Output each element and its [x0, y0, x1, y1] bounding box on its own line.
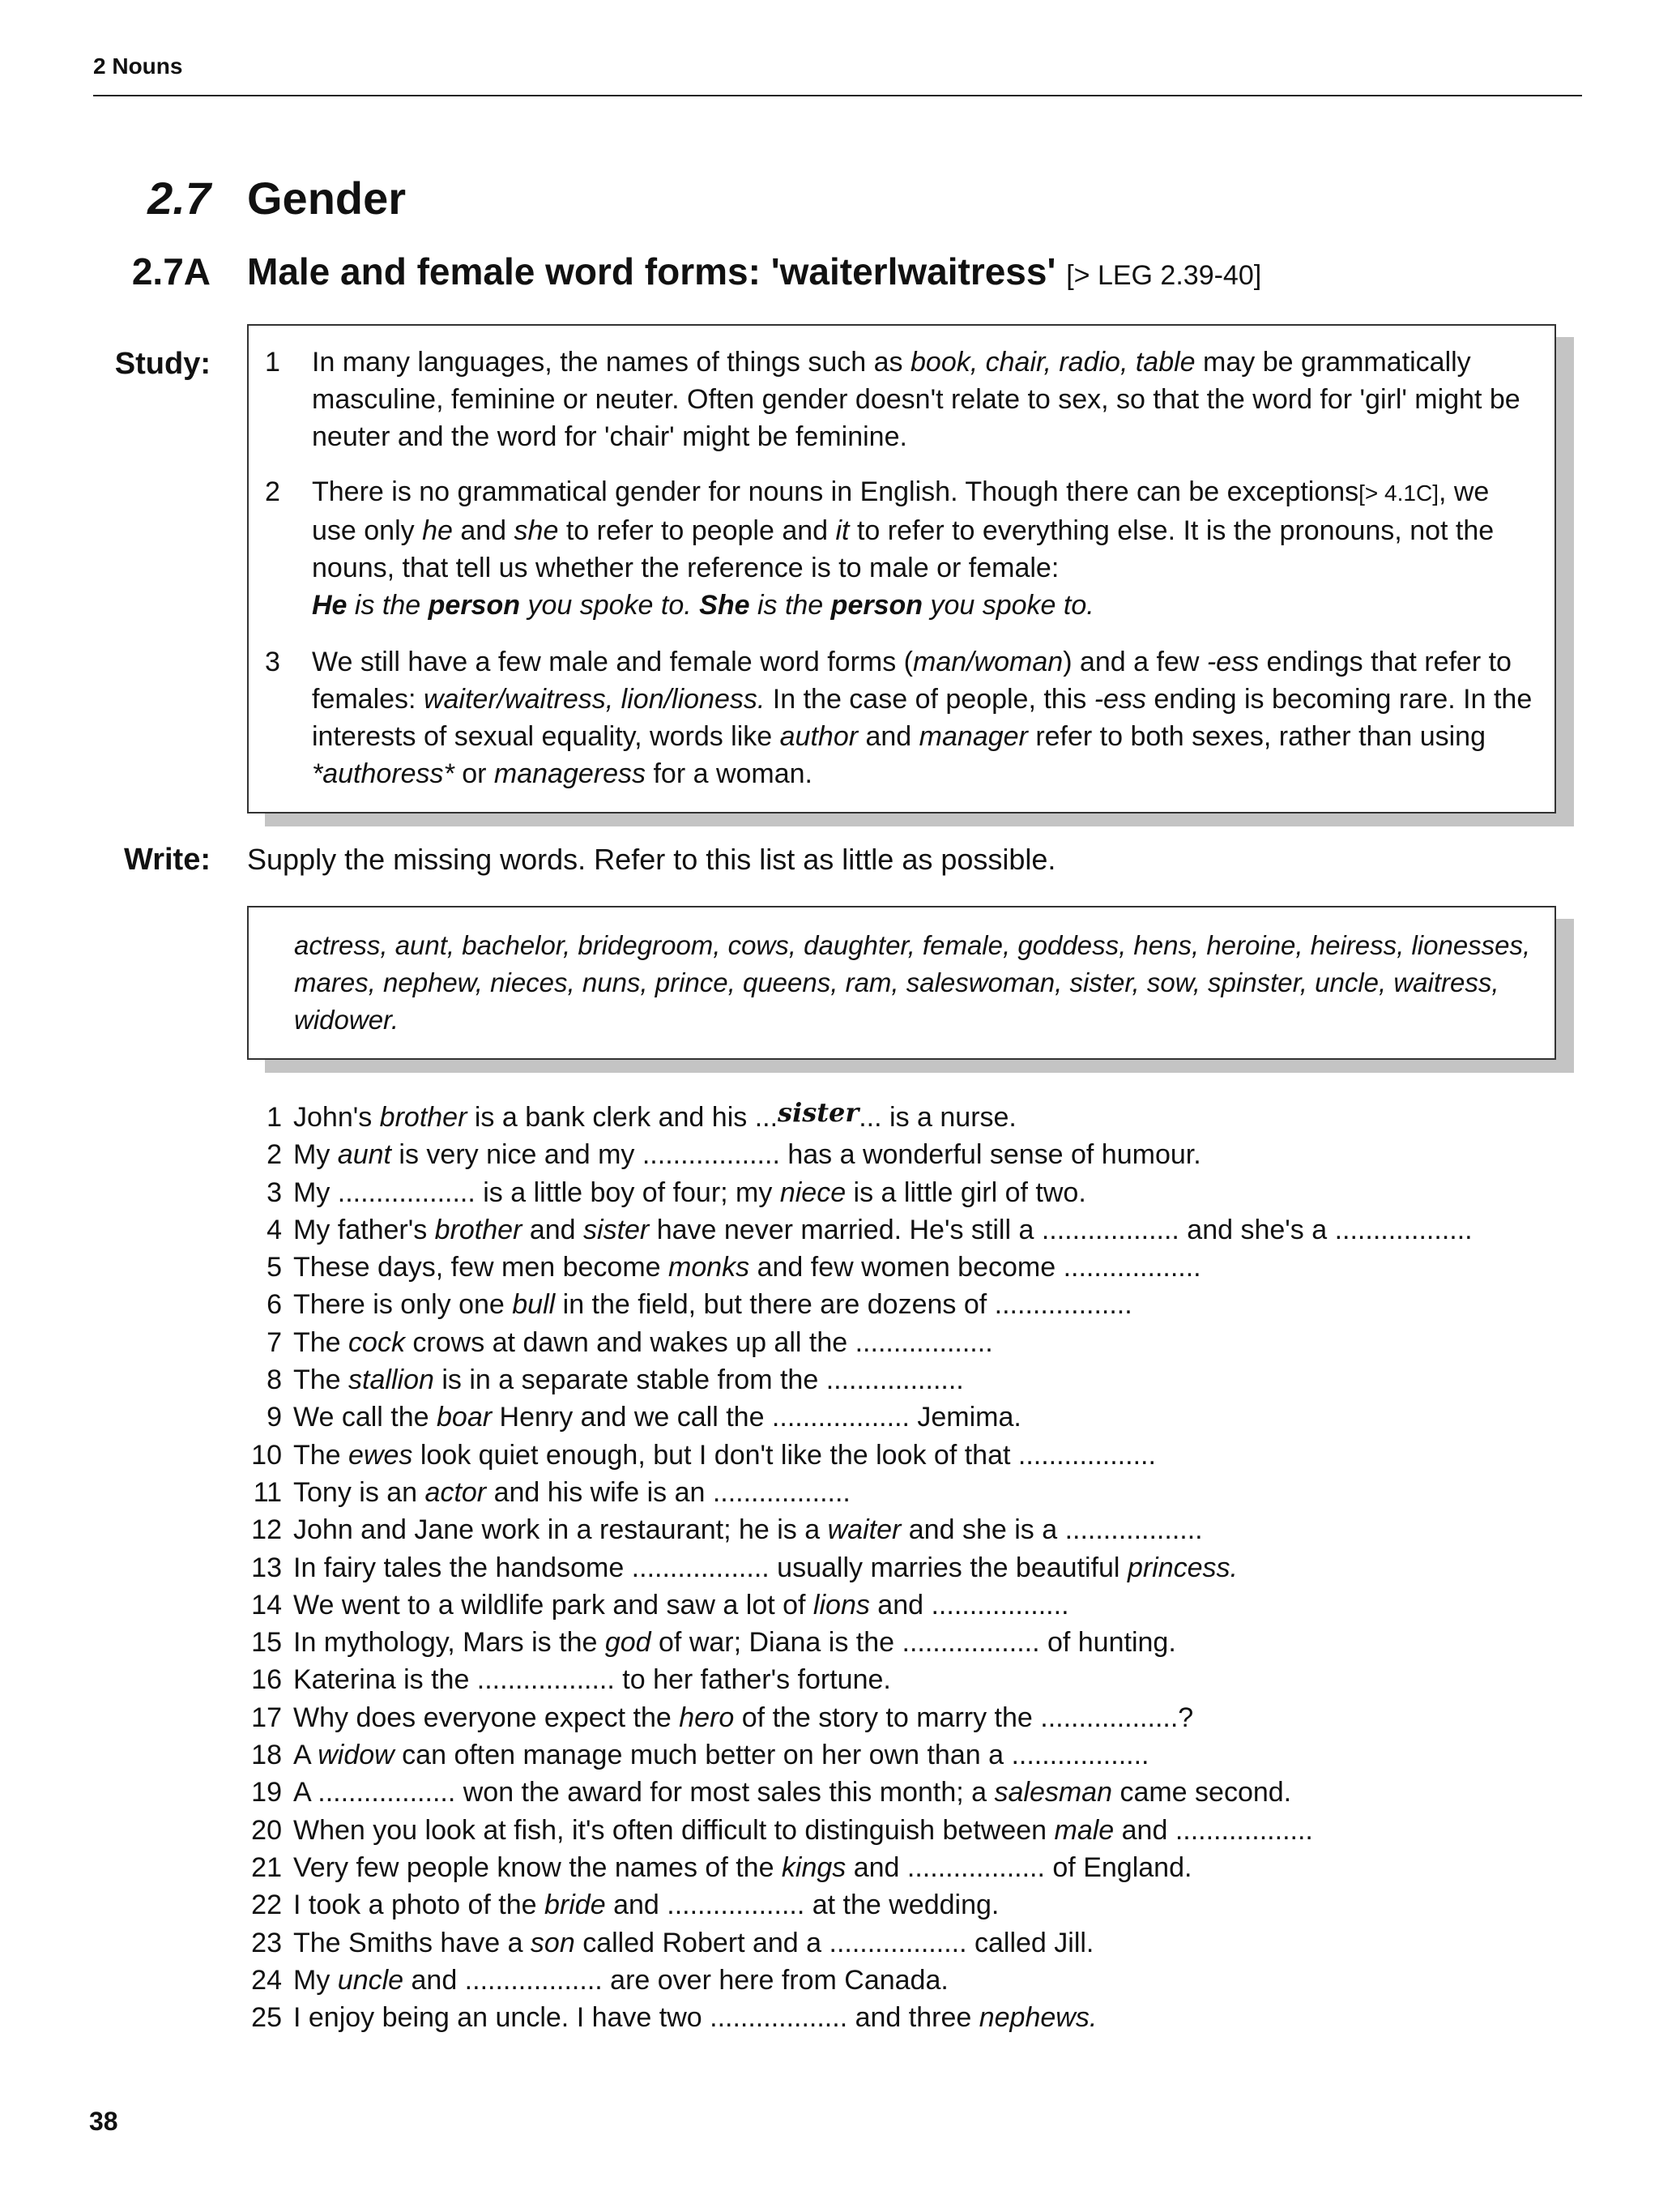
study-item-number: 3: [265, 647, 280, 677]
italic-text: nephews.: [979, 2002, 1098, 2034]
exercise-item: [235, 1437, 1596, 1474]
text-segment: for a woman.: [646, 758, 812, 789]
text-segment: and: [452, 515, 514, 546]
text-segment: and she is a ..................: [901, 1514, 1203, 1546]
italic-text: male: [1054, 1814, 1115, 1846]
italic-text: manageress: [493, 758, 646, 789]
italic-text: cock: [348, 1326, 405, 1358]
text-segment: In many languages, the names of things such as: [312, 347, 911, 378]
exercise-number: 8: [267, 1364, 282, 1396]
text-segment: In the case of people, this: [765, 684, 1094, 715]
text-segment: came second.: [1112, 1777, 1292, 1808]
exercise-number: 1: [267, 1102, 282, 1133]
text-segment: of war; Diana is the .................. of hunting.: [650, 1627, 1176, 1659]
italic-text: you spoke to.: [520, 590, 700, 621]
text-segment: A: [293, 1740, 318, 1771]
text-segment: There is only one: [293, 1289, 513, 1321]
text-segment: ) and a few: [1063, 647, 1207, 677]
text-segment: I took a photo of the: [293, 1890, 545, 1921]
italic-text: author: [779, 721, 859, 752]
text-segment: to refer to people and: [558, 515, 836, 546]
exercise-item: [235, 1324, 1596, 1361]
exercise-sentence: [293, 1136, 1201, 1173]
text-segment: When you look at fish, it's often difficult to distinguish between: [293, 1814, 1055, 1846]
exercise-item: [235, 1399, 1596, 1436]
study-item: [265, 473, 1537, 624]
exercise-number: 24: [251, 1964, 282, 1996]
italic-text: son: [530, 1927, 575, 1958]
text-segment: My .................. is a little boy of four; my: [293, 1176, 780, 1208]
write-label: Write:: [124, 843, 211, 877]
exercise-number: 10: [251, 1439, 282, 1471]
exercise-sentence: [293, 1249, 1201, 1286]
exercise-number: 22: [251, 1890, 282, 1921]
exercise-number: 25: [251, 2002, 282, 2034]
exercise-number: 6: [267, 1289, 282, 1321]
study-item-number: 1: [265, 347, 280, 378]
text-segment: look quiet enough, but I don't like the look of that ..................: [412, 1439, 1156, 1471]
exercise-sentence: [293, 1099, 1017, 1136]
italic-text: you spoke to.: [923, 590, 1094, 621]
exercise-instruction: Supply the missing words. Refer to this list as little as possible.: [247, 843, 1056, 876]
exercise-sentence: [293, 1549, 1238, 1586]
text-segment: John's: [293, 1102, 380, 1133]
italic-text: stallion: [348, 1364, 434, 1396]
text-segment: My father's: [293, 1214, 435, 1245]
exercise-number: 13: [251, 1552, 282, 1583]
study-item: [265, 344, 1537, 455]
cross-reference: [> 4.1C]: [1358, 480, 1439, 506]
text-segment: is a bank clerk and his ...: [467, 1102, 778, 1133]
exercise-sentence: [293, 1399, 1021, 1436]
italic-text: she: [514, 515, 559, 546]
exercise-sentence: [293, 1999, 1097, 2036]
text-segment: The: [293, 1439, 349, 1471]
exercise-item: [235, 1812, 1596, 1849]
exercise-sentence: [293, 1474, 851, 1511]
exercise-item: [235, 1211, 1596, 1249]
exercise-item: [235, 1099, 1596, 1136]
exercise-sentence: [293, 1586, 1069, 1624]
text-segment: of the story to marry the ..................?: [734, 1702, 1194, 1733]
exercise-sentence: [293, 1174, 1086, 1211]
text-segment: Why does everyone expect the: [293, 1702, 680, 1733]
bold-italic-text: She: [699, 590, 750, 621]
exercise-item: [235, 1661, 1596, 1698]
text-segment: ending is becoming rare. In the interests of sexual equality, words like: [312, 684, 1533, 752]
exercise-number: 23: [251, 1927, 282, 1958]
exercise-number: 9: [267, 1402, 282, 1433]
text-segment: There is no grammatical gender for nouns in English. Though there can be exceptions: [312, 476, 1359, 507]
text-segment: to refer to everything else. It is the pronouns, not the nouns, that tell us whether the reference is to male or female:: [312, 515, 1495, 583]
exercise-sentence: [293, 1849, 1192, 1886]
exercise-sentence: [293, 1511, 1203, 1548]
italic-text: manager: [919, 721, 1028, 752]
exercise-sentence: [293, 1736, 1149, 1774]
word-list: actress, aunt, bachelor, bridegroom, cows, daughter, female, goddess, hens, heroine, heiress, lionesses, mares, nephew, nieces, nuns, prince, queens, ram, saleswoman, sister, sow, spinster, uncle, waitress, widower.: [294, 930, 1531, 1035]
bold-italic-text: He: [312, 590, 348, 621]
exercise-sentence: [293, 1962, 949, 1999]
exercise-sentence: [293, 1286, 1132, 1323]
italic-text: sister: [583, 1214, 650, 1245]
exercise-item: [235, 1699, 1596, 1736]
exercise-item: [235, 1361, 1596, 1399]
italic-text: god: [604, 1627, 651, 1659]
text-segment: called Robert and a .................. called Jill.: [574, 1927, 1094, 1958]
italic-text: monks: [668, 1252, 750, 1283]
text-segment: In mythology, Mars is the: [293, 1627, 605, 1659]
exercise-number: 20: [251, 1814, 282, 1846]
text-segment: and few women become ..................: [749, 1252, 1201, 1283]
exercise-item: [235, 1962, 1596, 1999]
exercise-sentence: [293, 1324, 993, 1361]
exercise-sentence: [293, 1437, 1156, 1474]
exercise-item: [235, 1774, 1596, 1811]
text-segment: and ..................: [1114, 1814, 1313, 1846]
exercise-number: 16: [251, 1664, 282, 1696]
italic-text: *authoress*: [312, 758, 454, 789]
exercise-list: [235, 1099, 1596, 2036]
italic-text: is the: [749, 590, 831, 621]
text-segment: Katerina is the .................. to her father's fortune.: [293, 1664, 891, 1696]
running-head: 2 Nouns: [93, 53, 183, 79]
exercise-item: [235, 1511, 1596, 1548]
subsection-heading: [247, 250, 1261, 293]
italic-text: waiter: [827, 1514, 902, 1546]
text-segment: or: [454, 758, 494, 789]
italic-text: brother: [379, 1102, 467, 1133]
header-rule: [93, 95, 1582, 96]
subsection-title: Male and female word forms: 'waiterlwaitress': [247, 250, 1056, 293]
exercise-item: [235, 1736, 1596, 1774]
italic-text: bride: [544, 1890, 606, 1921]
text-segment: We call the: [293, 1402, 437, 1433]
text-segment: is in a separate stable from the ..................: [433, 1364, 964, 1396]
handwritten-answer: sister: [778, 1097, 859, 1128]
study-item-text: [312, 473, 1537, 624]
exercise-item: [235, 1174, 1596, 1211]
italic-text: -ess: [1206, 647, 1260, 677]
text-segment: Henry and we call the .................. Jemima.: [492, 1402, 1021, 1433]
text-segment: is very nice and my .................. has a wonderful sense of humour.: [390, 1139, 1201, 1171]
exercise-number: 12: [251, 1514, 282, 1546]
italic-text: widow: [318, 1740, 394, 1771]
exercise-number: 21: [251, 1851, 282, 1883]
exercise-sentence: [293, 1661, 891, 1698]
exercise-number: 18: [251, 1740, 282, 1771]
exercise-sentence: [293, 1211, 1473, 1249]
text-segment: and .................. at the wedding.: [605, 1890, 1000, 1921]
exercise-sentence: [293, 1886, 999, 1924]
study-item: [265, 643, 1537, 792]
italic-text: he: [422, 515, 453, 546]
italic-text: hero: [679, 1702, 735, 1733]
text-segment: Very few people know the names of the: [293, 1851, 782, 1883]
text-segment: and: [858, 721, 919, 752]
study-box: [247, 324, 1556, 813]
italic-text: book, chair, radio, table: [911, 347, 1196, 378]
exercise-number: 19: [251, 1777, 282, 1808]
text-segment: can often manage much better on her own than a ..................: [394, 1740, 1149, 1771]
text-segment: refer to both sexes, rather than using: [1027, 721, 1486, 752]
text-segment: ... is a nurse.: [859, 1102, 1017, 1133]
text-segment: My: [293, 1139, 338, 1171]
text-segment: crows at dawn and wakes up all the ..................: [404, 1326, 993, 1358]
exercise-item: [235, 1474, 1596, 1511]
italic-text: ewes: [348, 1439, 413, 1471]
text-segment: My: [293, 1964, 338, 1996]
text-segment: and .................. are over here from Canada.: [403, 1964, 949, 1996]
exercise-sentence: [293, 1924, 1094, 1962]
exercise-sentence: [293, 1361, 964, 1399]
italic-text: princess.: [1127, 1552, 1238, 1583]
exercise-item: [235, 1886, 1596, 1924]
exercise-item: [235, 1286, 1596, 1323]
exercise-item: [235, 1136, 1596, 1173]
italic-text: niece: [779, 1176, 847, 1208]
bold-italic-text: person: [428, 590, 520, 621]
exercise-item: [235, 1924, 1596, 1962]
text-segment: We still have a few male and female word forms (: [312, 647, 913, 677]
text-segment: The: [293, 1364, 349, 1396]
text-segment: A .................. won the award for most sales this month; a: [293, 1777, 995, 1808]
bold-italic-text: person: [830, 590, 923, 621]
text-segment: and his wife is an ..................: [486, 1476, 851, 1508]
text-segment: I enjoy being an uncle. I have two .................. and three: [293, 2002, 979, 2034]
text-segment: The Smiths have a: [293, 1927, 531, 1958]
text-segment: have never married. He's still a .................. and she's a ..................: [649, 1214, 1473, 1245]
exercise-number: 7: [267, 1326, 282, 1358]
subsection-number: 2.7A: [131, 250, 211, 293]
italic-text: lions: [812, 1589, 870, 1621]
italic-text: man/woman: [913, 647, 1064, 677]
text-segment: may be grammatically masculine, feminine or neuter. Often gender doesn't relate to sex, so that the word for 'girl' might be neuter and the word for 'chair' might be feminine.: [312, 347, 1520, 452]
italic-text: actor: [424, 1476, 487, 1508]
text-segment: , we use only: [312, 476, 1490, 546]
exercise-item: [235, 1999, 1596, 2036]
text-segment: These days, few men become: [293, 1252, 669, 1283]
text-segment: in the field, but there are dozens of ..................: [555, 1289, 1132, 1321]
text-segment: In fairy tales the handsome .................. usually marries the beautiful: [293, 1552, 1128, 1583]
exercise-item: [235, 1624, 1596, 1661]
italic-text: kings: [781, 1851, 847, 1883]
exercise-item: [235, 1586, 1596, 1624]
text-segment: Tony is an: [293, 1476, 425, 1508]
exercise-sentence: [293, 1699, 1193, 1736]
text-segment: and ..................: [869, 1589, 1069, 1621]
exercise-number: 2: [267, 1139, 282, 1171]
exercise-number: 4: [267, 1214, 282, 1245]
subsection-reference: [> LEG 2.39-40]: [1066, 260, 1262, 291]
exercise-sentence: [293, 1774, 1291, 1811]
exercise-item: [235, 1549, 1596, 1586]
italic-text: -ess: [1094, 684, 1146, 715]
italic-text: bull: [512, 1289, 556, 1321]
exercise-number: 14: [251, 1589, 282, 1621]
study-item-text: [312, 643, 1537, 792]
exercise-item: [235, 1849, 1596, 1886]
italic-text: aunt: [337, 1139, 391, 1171]
exercise-number: 5: [267, 1252, 282, 1283]
text-segment: and .................. of England.: [846, 1851, 1192, 1883]
text-segment: The: [293, 1326, 349, 1358]
page-number: 38: [89, 2107, 118, 2136]
study-label: Study:: [114, 347, 211, 381]
italic-text: waiter/waitress, lion/lioness.: [423, 684, 766, 715]
exercise-number: 15: [251, 1627, 282, 1659]
exercise-number: 3: [267, 1176, 282, 1208]
exercise-number: 11: [253, 1476, 282, 1508]
exercise-sentence: [293, 1624, 1176, 1661]
italic-text: boar: [437, 1402, 493, 1433]
italic-text: it: [835, 515, 850, 546]
text-segment: and: [522, 1214, 584, 1245]
italic-text: uncle: [337, 1964, 404, 1996]
text-segment: endings that refer to females:: [312, 647, 1512, 715]
text-segment: We went to a wildlife park and saw a lot of: [293, 1589, 813, 1621]
italic-text: is the: [347, 590, 429, 621]
italic-text: brother: [434, 1214, 522, 1245]
exercise-item: [235, 1249, 1596, 1286]
exercise-sentence: [293, 1812, 1313, 1849]
italic-text: salesman: [994, 1777, 1112, 1808]
study-item-number: 2: [265, 476, 280, 507]
section-title: Gender: [247, 173, 407, 224]
text-segment: is a little girl of two.: [846, 1176, 1086, 1208]
exercise-number: 17: [251, 1702, 282, 1733]
section-number: 2.7: [147, 173, 211, 224]
study-item-text: [312, 344, 1537, 455]
text-segment: John and Jane work in a restaurant; he is a: [293, 1514, 828, 1546]
word-list-box: [247, 906, 1556, 1060]
